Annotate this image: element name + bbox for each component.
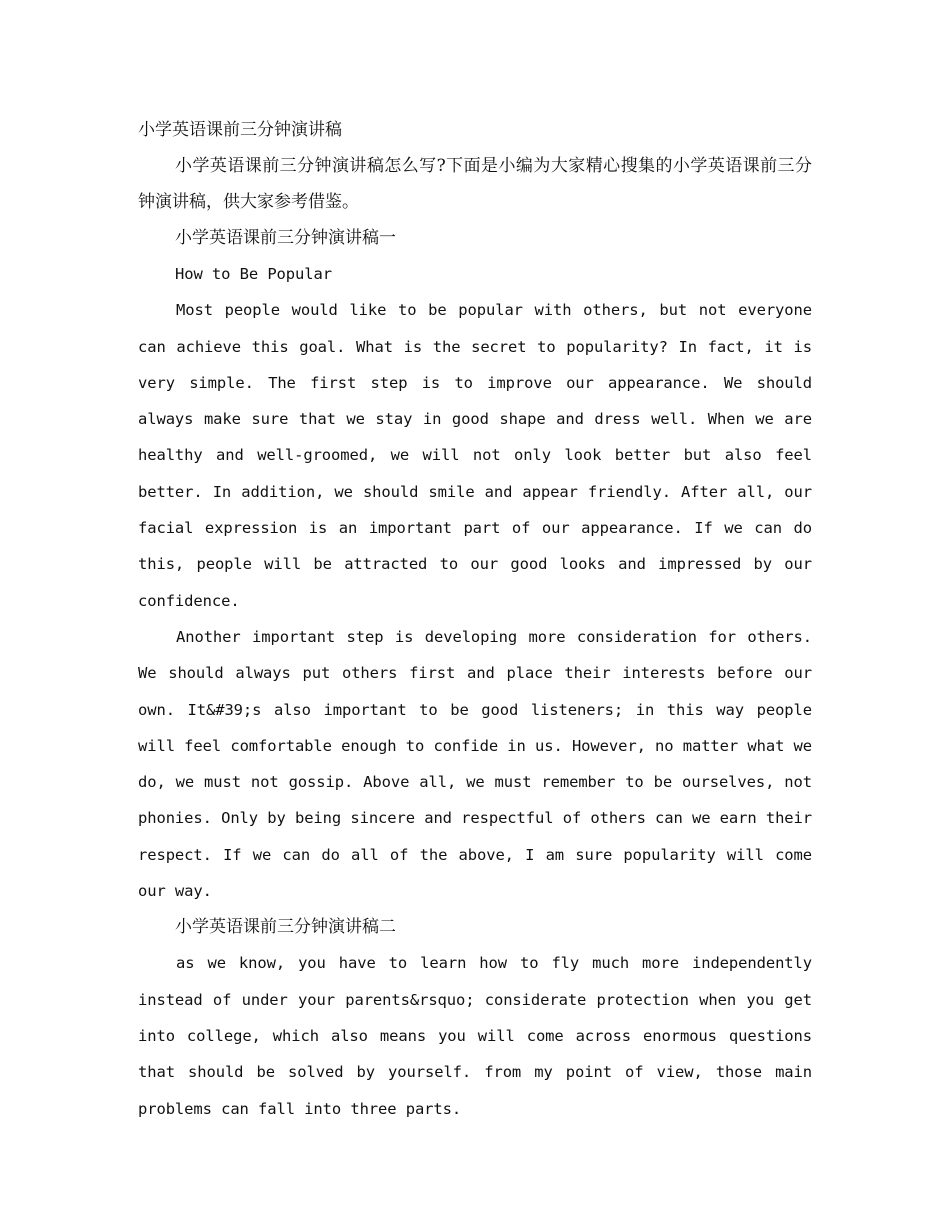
document-page bbox=[138, 112, 812, 1127]
section-2-heading: 小学英语课前三分钟演讲稿二 bbox=[175, 917, 396, 938]
section-1-paragraph-1: Most people would like to be popular with others, but not everyone can achieve this goal. What is the secret to popularity? In fact, it is very simple. The first step is to improve our appearance. We should always make sure that we stay in good shape and dress well. When we are healthy and well-groomed, we will not only look better but also feel better. In addition, we should smile and appear friendly. After all, our facial expression is an important part of our appearance. If we can do this, people will be attracted to our good looks and impressed by our confidence. bbox=[138, 301, 812, 610]
section-1-heading: 小学英语课前三分钟演讲稿一 bbox=[175, 228, 396, 248]
section-1-paragraph-2: Another important step is developing more consideration for others. We should always put others first and place their interests before our own. It&#39;s also important to be good listeners; in this way people will feel comfortable enough to confide in us. However, no matter what we do, we must not gossip. Above all, we must remember to be ourselves, not phonies. Only by being sincere and respectful of others can we earn their respect. If we can do all of the above, I am sure popularity will come our way. bbox=[138, 627, 812, 901]
intro-paragraph: 小学英语课前三分钟演讲稿怎么写?下面是小编为大家精心搜集的小学英语课前三分钟演讲稿，供大家参考借鉴。 bbox=[138, 156, 812, 212]
document-title: 小学英语课前三分钟演讲稿 bbox=[138, 120, 342, 140]
section-2-paragraph-1: as we know, you have to learn how to fly much more independently instead of under your parents&rsquo; considerate protection when you get into college, which also means you will come across enormous questions that should be solved by yourself. from my point of view, those main problems can fall into three parts. bbox=[138, 954, 812, 1118]
section-1-subtitle: How to Be Popular bbox=[175, 265, 332, 283]
